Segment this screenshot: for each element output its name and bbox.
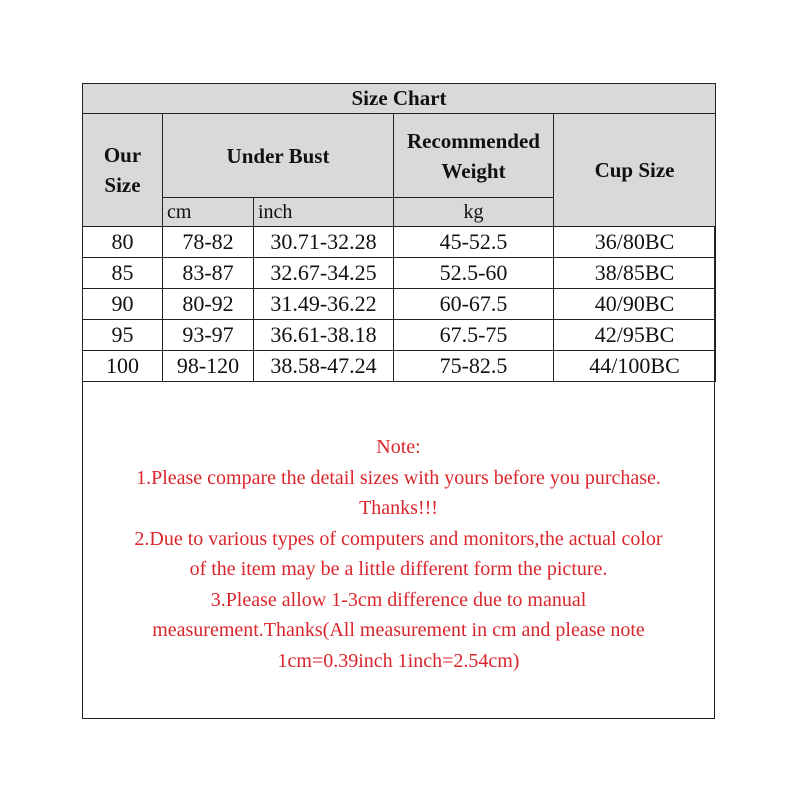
note-block [82, 432, 715, 676]
cell-under-bust-inch: 30.71-32.28 [254, 227, 394, 258]
cell-weight: 75-82.5 [394, 351, 554, 382]
cell-under-bust-inch: 36.61-38.18 [254, 320, 394, 351]
note-line: 1cm=0.39inch 1inch=2.54cm) [277, 649, 520, 672]
cell-weight: 60-67.5 [394, 289, 554, 320]
cell-under-bust-cm: 78-82 [163, 227, 254, 258]
header-our-size [83, 114, 163, 227]
cell-size: 95 [83, 320, 163, 351]
cell-weight: 52.5-60 [394, 258, 554, 289]
cell-under-bust-inch: 38.58-47.24 [254, 351, 394, 382]
header-our-size-line2: Size [104, 173, 141, 197]
header-recommended-weight [394, 114, 554, 198]
cell-size: 80 [83, 227, 163, 258]
header-cup-size: Cup Size [554, 114, 716, 227]
note-line: Thanks!!! [359, 497, 438, 519]
note-line: of the item may be a little different form the picture. [189, 558, 608, 580]
note-line: 1.Please compare the detail sizes with yours before you purchase. [136, 466, 661, 489]
table-row [83, 320, 716, 351]
note-line: 2.Due to various types of computers and monitors,the actual color [134, 527, 663, 550]
cell-cup-size: 38/85BC [554, 258, 716, 289]
table-row [83, 289, 716, 320]
header-recommended-line2: Weight [441, 158, 506, 183]
cell-under-bust-inch: 31.49-36.22 [254, 289, 394, 320]
cell-weight: 45-52.5 [394, 227, 554, 258]
cell-under-bust-cm: 80-92 [163, 289, 254, 320]
cell-cup-size: 44/100BC [554, 351, 716, 382]
table-row [83, 227, 716, 258]
cell-size: 100 [83, 351, 163, 382]
header-under-bust: Under Bust [163, 114, 394, 198]
chart-title: Size Chart [83, 84, 716, 114]
cell-cup-size: 36/80BC [554, 227, 716, 258]
header-recommended-line1: Recommended [407, 128, 540, 153]
unit-kg: kg [394, 198, 554, 227]
size-chart-table [82, 83, 716, 382]
cell-size: 90 [83, 289, 163, 320]
cell-size: 85 [83, 258, 163, 289]
cell-under-bust-cm: 93-97 [163, 320, 254, 351]
cell-cup-size: 42/95BC [554, 320, 716, 351]
unit-inch: inch [254, 198, 394, 227]
unit-cm: cm [163, 198, 254, 227]
cell-cup-size: 40/90BC [554, 289, 716, 320]
cell-under-bust-inch: 32.67-34.25 [254, 258, 394, 289]
cell-under-bust-cm: 98-120 [163, 351, 254, 382]
note-heading: Note: [376, 436, 421, 458]
table-row [83, 258, 716, 289]
note-line: 3.Please allow 1-3cm difference due to manual [210, 588, 587, 611]
table-row [83, 351, 716, 382]
cell-weight: 67.5-75 [394, 320, 554, 351]
note-line: measurement.Thanks(All measurement in cm and please note [152, 619, 645, 641]
cell-under-bust-cm: 83-87 [163, 258, 254, 289]
header-our-size-line1: Our [103, 143, 142, 167]
